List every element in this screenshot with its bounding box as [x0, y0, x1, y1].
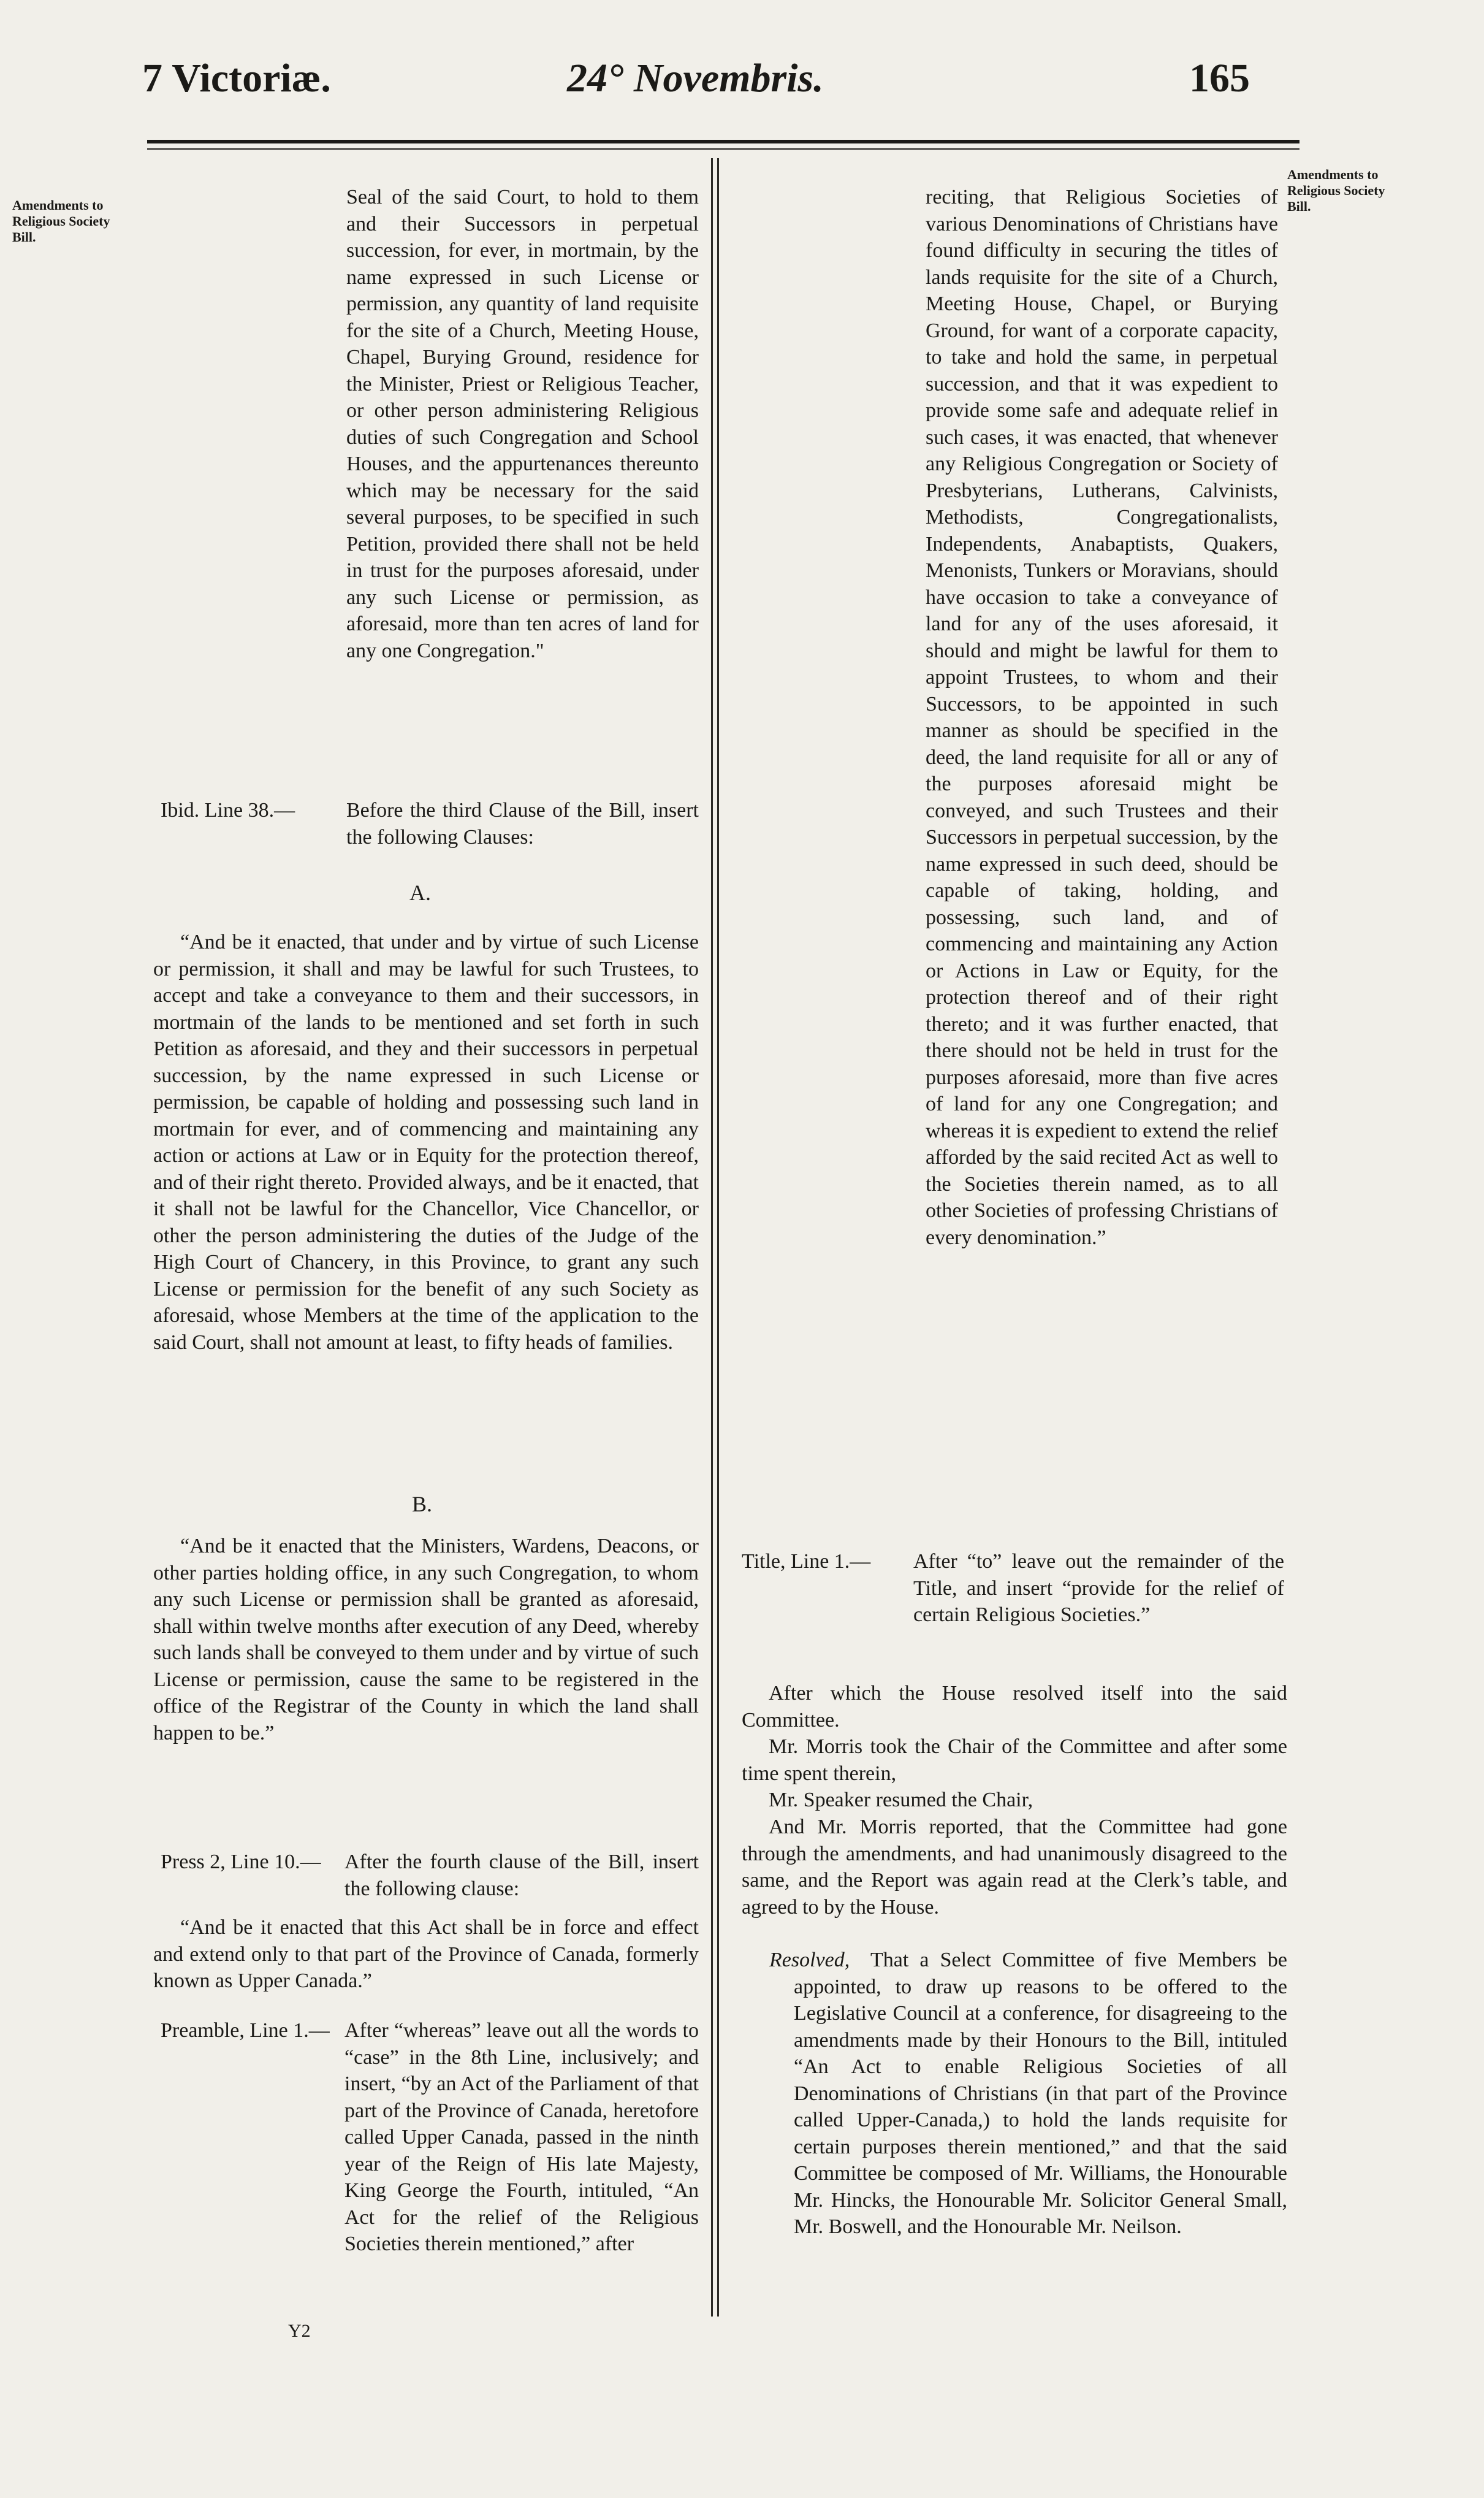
header-rule-thin [147, 148, 1299, 150]
title-instruction: After “to” leave out the remainder of the Title, and insert “provide for the relief of certain Religious Societies.” [913, 1550, 1284, 1626]
ibid-instruction: Before the third Clause of the Bill, insert the following Clauses: [346, 799, 699, 849]
resolved-label: Resolved, [769, 1949, 850, 1971]
ibid-label: Ibid. Line 38.— [161, 799, 295, 822]
column-divider-left [711, 158, 713, 2317]
clause-a-text: “And be it enacted, that under and by virtue of such License or permission, it shall and may be lawful for such Trustees, to accept and take a conveyance to them and their successors, in mortmain of the lands to be mentioned and set forth in such Petition as aforesaid, and they and their successors in perpetual succession, by the name expressed in such License or permission, be capable of holding and possessing such land in mortmain for ever, and of commencing and maintaining any action or actions at Law or in Equity for the protection thereof, and of their right thereto. Provided always, and be it enacted, that it shall not be lawful for the Chancellor, Vice Chancellor, or other the person administering the duties of the Judge of the High Court of Chancery, in this Province, to grant any such License or permission for the benefit of any such Society as aforesaid, whose Members at the time of the application to the said Court, shall not amount at least, to fifty heads of families. [153, 931, 699, 1354]
seal-paragraph: Seal of the said Court, to hold to them and their Successors in perpetual succession, for ever, in mortmain, by the name expressed in such License or permission, any quantity of land requisite for the site of a Church, Meeting House, Chapel, Burying Ground, residence for the Minister, Priest or Religious Teacher, or other person administering Religious duties of such Congregation and School Houses, and the appurtenances thereunto which may be necessary for the said several purposes, to be specified in such Petition, provided there shall not be held in trust for the purposes aforesaid, under any such License or permission, as aforesaid, more than ten acres of land for any one Congregation." [346, 186, 699, 662]
section-a-heading: A. [409, 880, 431, 905]
column-divider-right [717, 158, 719, 2317]
clause-c-text: “And be it enacted that this Act shall be in force and effect and extend only to that part of the Province of Canada, formerly known as Upper Canada.” [153, 1916, 699, 1992]
margin-note-left: Amendments to Religious Society Bill. [12, 197, 110, 245]
preamble-label: Preamble, Line 1.— [161, 2019, 330, 2042]
committee-para-1: After which the House resolved itself into the said Committee. [742, 1682, 1287, 1732]
reciting-paragraph: reciting, that Religious Societies of various Denominations of Christians have found difficulty in securing the titles of lands requisite for the site of a Church, Meeting House, Chapel, or Burying Ground, for want of a corporate capacity, to take and hold the same, in perpetual succession, and that it was expedient to provide some safe and adequate relief in such cases, it was enacted, that whenever any Religious Congregation or Society of Presbyterians, Lutherans, Calvinists, Methodists, Congregationalists, Independents, Anabaptists, Quakers, Menonists, Tunkers or Moravians, should have occasion to take a conveyance of land for any of the uses aforesaid, it should and might be lawful for them to appoint Trustees, to whom and their Successors, to be appointed in such manner as should be specified in the deed, the land requisite for all or any of the purposes aforesaid might be conveyed, and such Trustees and their Successors in perpetual succession, by the name expressed in such deed, should be capable of taking, holding, and possessing, such land, and of commencing and maintaining any Action or Actions in Law or Equity, for the protection thereof and of their right thereto; and it was further enacted, that there should not be held in trust for the purposes aforesaid, more than five acres of land for any one Congregation; and whereas it is expedient to extend the relief afforded by the said recited Act as well to the Societies therein named, as to all other Societies of professing Christians of every denomination.” [926, 186, 1278, 1249]
preamble-instruction: After “whereas” leave out all the words to “case” in the 8th Line, inclusively; and insert, “by an Act of the Parliament of that part of the Province of Canada, heretofore called Upper Canada, passed in the ninth year of the Reign of His late Majesty, King George the Fourth, intituled, “An Act for the relief of the Religious Societies therein mentioned,” after [344, 2019, 699, 2255]
title-label: Title, Line 1.— [742, 1550, 871, 1573]
press-label: Press 2, Line 10.— [161, 1851, 321, 1873]
header-rule-thick [147, 140, 1299, 143]
clause-b-text: “And be it enacted that the Ministers, Wardens, Deacons, or other parties holding office, in any such Congregation, to whom any such License or permission shall be granted as aforesaid, shall within twelve months after execution of any Deed, whereby such lands shall be conveyed to them under and by virtue of such License or permission, cause the same to be registered in the office of the Registrar of the County in which the land shall happen to be.” [153, 1535, 699, 1744]
signature-mark: Y2 [288, 2321, 311, 2341]
resolved-text: That a Select Committee of five Members be appointed, to draw up reasons to be offered to the Legislative Council at a conference, for disagreeing to the amendments made by their Honours to the Bill, intituled “An Act to enable Religious Societies of all Denominations of Christians (in that part of the Province called Upper-Canada,) to hold the lands requisite for certain purposes therein mentioned,” and that the said Committee be composed of Mr. Williams, the Honourable Mr. Hincks, the Honourable Mr. Solicitor General Small, Mr. Boswell, and the Honourable Mr. Neilson. [794, 1949, 1287, 2238]
committee-para-4: And Mr. Morris reported, that the Committee had gone through the amendments, and had unanimously disagreed to the same, and the Report was again read at the Clerk’s table, and agreed to by the House. [742, 1816, 1287, 1919]
section-b-heading: B. [412, 1492, 433, 1516]
committee-para-3: Mr. Speaker resumed the Chair, [769, 1789, 1033, 1811]
running-head-regnal-year: 7 Victoriæ. [142, 56, 331, 101]
page-number: 165 [1189, 56, 1250, 101]
committee-para-2: Mr. Morris took the Chair of the Committee and after some time spent therein, [742, 1735, 1287, 1785]
running-head-date: 24° Novembris. [567, 56, 824, 101]
press-instruction: After the fourth clause of the Bill, insert the following clause: [344, 1851, 699, 1900]
margin-note-right: Amendments to Religious Society Bill. [1287, 167, 1385, 214]
